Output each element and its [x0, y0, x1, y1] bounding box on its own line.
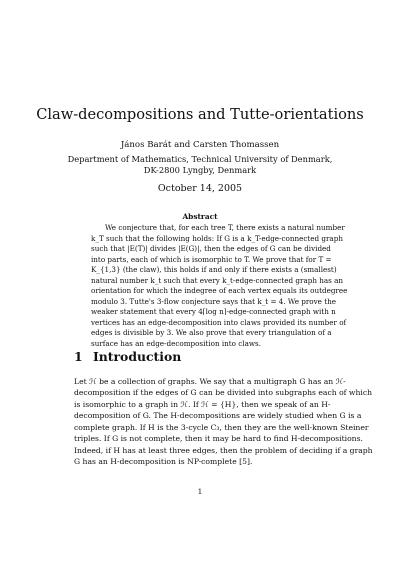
abstract-line: We conjecture that, for each tree T, there exists a natural number: [105, 223, 345, 232]
abstract-heading: Abstract: [182, 212, 218, 221]
affiliation: [0, 154, 400, 176]
page-number: 1: [197, 487, 203, 496]
section-body: [74, 376, 373, 468]
body-line: decomposition if the edges of G can be divided into subgraphs each of which: [74, 388, 373, 398]
body-line: decomposition of G. The H-decompositions are widely studied when G is a: [74, 411, 362, 421]
body-line: Indeed, if H has at least three edges, then the problem of deciding if a graph: [74, 445, 373, 455]
date: October 14, 2005: [157, 183, 243, 194]
section-heading: [74, 349, 181, 364]
body-line: Let ℋ be a collection of graphs. We say that a multigraph G has an ℋ-: [74, 377, 346, 386]
abstract-line: K_{1,3} (the claw), this holds if and only if there exists a (smallest): [91, 265, 337, 274]
abstract-line: edges is divisible by 3. We also prove that every triangulation of a: [91, 328, 332, 337]
authors: János Barát and Carsten Thomassen: [120, 140, 280, 150]
abstract-line: k_T such that the following holds: If G is a k_T-edge-connected graph: [91, 233, 343, 243]
abstract-line: such that |E(T)| divides |E(G)|, then the edges of G can be divided: [91, 244, 331, 253]
abstract-body: [91, 223, 348, 349]
abstract-line: into parts, each of which is isomorphic to T. We prove that for T =: [91, 254, 332, 264]
abstract-line: orientation for which the indegree of each vertex equals its outdegree: [91, 286, 348, 295]
abstract-line: surface has an edge-decomposition into claws.: [91, 338, 262, 348]
section-title: Introduction: [93, 349, 182, 364]
body-line: G has an H-decomposition is NP-complete [5].: [74, 457, 253, 467]
abstract-line: modulo 3. Tutte's 3-flow conjecture says that k_t = 4. We prove the: [91, 296, 336, 306]
body-line: triples. If G is not complete, then it may be hard to find H-decompositions.: [74, 434, 363, 444]
body-line: is isomorphic to a graph in ℋ. If ℋ = {H}, then we speak of an H-: [74, 399, 331, 409]
abstract-line: weaker statement that every 4⌈log n⌉-edge-connected graph with n: [91, 307, 336, 316]
section-number: 1: [74, 349, 83, 364]
paper-title: Claw-decompositions and Tutte-orientations: [36, 106, 364, 123]
body-line: complete graph. If H is the 3-cycle C₃, then they are the well-known Steiner: [74, 422, 369, 432]
affiliation-line: DK-2800 Lyngby, Denmark: [143, 165, 257, 175]
affiliation-line: Department of Mathematics, Technical University of Denmark,: [67, 154, 333, 164]
abstract-line: vertices has an edge-decomposition into claws provided its number of: [91, 317, 347, 327]
abstract-line: natural number k_t such that every k_t-edge-connected graph has an: [91, 275, 344, 285]
